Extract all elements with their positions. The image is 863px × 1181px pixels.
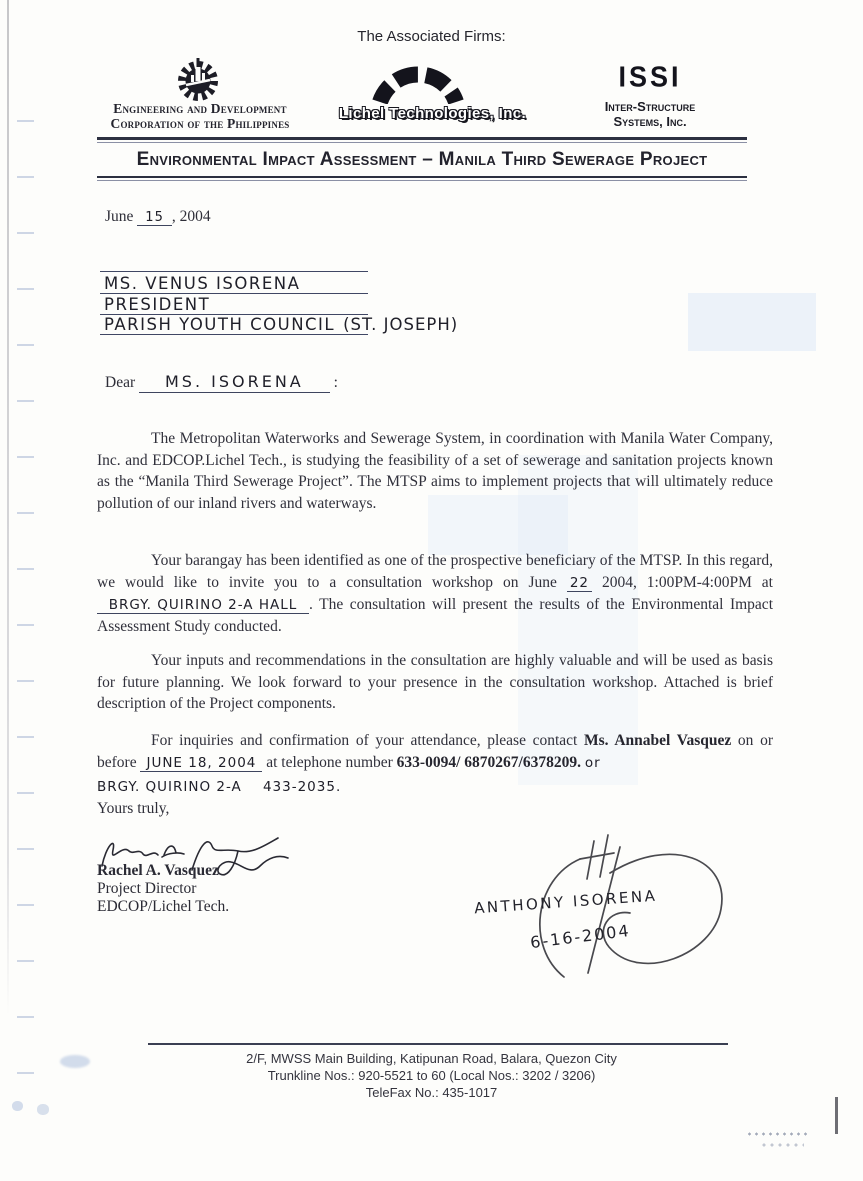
received-signature-name-handwritten: ANTHONY ISORENA <box>473 886 658 918</box>
closing-line: Yours truly, <box>97 800 170 817</box>
date-prefix: June <box>105 208 134 225</box>
addressee-name-handwritten: MS. VENUS ISORENA <box>104 274 301 293</box>
paragraph-3: Your inputs and recommendations in the consultation are highly valuable and will be used as basis for future planning. We look forward to your presence in the consultation workshop. Attached is brief description of the Project components. <box>97 652 773 713</box>
signer-block <box>97 862 229 916</box>
edcop-name-line2: Corporation of the Philippines <box>110 115 290 131</box>
scan-smudge-artifact <box>12 1101 23 1111</box>
p4-text: at telephone number <box>262 753 397 771</box>
paragraph-1: The Metropolitan Waterworks and Sewerage System, in coordination with Manila Water Company, Inc. and EDCOP.Lichel Tech., is studying the feasibility of a set of sewerage and sanitation projects known as the “Manila Third Sewerage Project”. The MTSP aims to implement projects that will ultimately reduce pollution of our inland rivers and waterways. <box>97 430 773 512</box>
scan-speck-artifact <box>760 1143 804 1147</box>
footer-address: 2/F, MWSS Main Building, Katipunan Road, Balara, Quezon City <box>246 1051 617 1066</box>
addressee-block <box>100 264 459 335</box>
scan-edge-artifact <box>7 0 9 1015</box>
addressee-org-handwritten: PARISH YOUTH COUNCIL <box>104 315 336 334</box>
salutation-name-handwritten: MS. ISORENA <box>139 372 330 393</box>
edcop-firm-name <box>100 102 300 131</box>
footer-rule <box>148 1043 728 1045</box>
p2-text: Your barangay has been identified as one of the prospective beneficiary of the MTSP. In this regard, we would like to invite you to a consultation workshop on June <box>97 552 773 591</box>
signer-title: Project Director <box>97 880 197 897</box>
associated-firms-label: The Associated Firms: <box>357 28 506 45</box>
arc-segments-icon <box>368 58 468 104</box>
edcop-name-line1: Engineering and Development <box>113 101 287 116</box>
addressee-line <box>100 294 368 315</box>
date-day-handwritten: 15 <box>137 210 172 226</box>
banner-title: Environmental Impact Assessment – Manila Third Sewerage Project <box>136 148 708 170</box>
p4-phone-numbers: 633-0094/ 6870267/6378209. <box>396 753 581 771</box>
p4-text: on or before <box>97 732 773 771</box>
p4-extra-handwritten: BRGY. QUIRINO 2-A 433-2035. <box>97 779 342 796</box>
scan-edge-artifact <box>835 1097 838 1134</box>
paragraph-4 <box>97 730 773 799</box>
p4-text: For inquiries and confirmation of your attendance, please contact <box>151 732 585 749</box>
date-line <box>105 208 211 226</box>
lichel-logo <box>368 58 468 109</box>
p2-text: . The consultation will present the results of the Environmental Impact Assessment Study conducted. <box>97 596 773 635</box>
salutation-prefix: Dear <box>105 374 136 391</box>
addressee-line <box>100 315 459 335</box>
issi-name-line1: Inter-Structure <box>604 99 696 114</box>
scan-smudge-artifact <box>37 1104 49 1115</box>
scan-speck-artifact <box>746 1132 810 1136</box>
p2-day-handwritten: 22 <box>567 575 592 592</box>
scan-tint-artifact <box>688 293 816 351</box>
date-suffix: , 2004 <box>171 208 211 225</box>
p4-contact-name: Ms. Annabel Vasquez <box>584 732 732 749</box>
footer-telefax: TeleFax No.: 435-1017 <box>365 1085 498 1100</box>
salutation-colon: : <box>333 374 338 391</box>
salutation-line <box>105 372 338 392</box>
paragraph-2 <box>97 550 773 637</box>
received-signature-date-handwritten: 6-16-2004 <box>529 920 632 953</box>
margin-dash-artifacts <box>17 120 34 1110</box>
banner-rule-bottom <box>97 176 747 179</box>
p2-venue-handwritten: BRGY. QUIRINO 2-A HALL <box>97 597 309 614</box>
signer-org: EDCOP/Lichel Tech. <box>97 898 230 915</box>
addressee-org-suffix-handwritten: (ST. JOSEPH) <box>343 315 459 334</box>
issi-acronym: ISSI <box>618 61 682 93</box>
addressee-title-handwritten: PRESIDENT <box>104 295 211 314</box>
received-signature-block <box>468 815 738 993</box>
p2-text: 2004, 1:00PM-4:00PM at <box>592 573 773 591</box>
addressee-line <box>100 272 368 294</box>
issi-name-line2: Systems, Inc. <box>613 113 687 129</box>
banner-rule-top <box>97 137 747 140</box>
lichel-firm-name: Lichel Technologies, Inc. <box>338 105 527 122</box>
footer-trunkline: Trunkline Nos.: 920-5521 to 60 (Local Nos.: 3202 / 3206) <box>267 1068 596 1083</box>
banner-rule-bottom-thin <box>97 180 747 181</box>
gear-plant-icon <box>175 55 221 103</box>
p4-or-handwritten: or <box>584 754 601 771</box>
footer <box>0 1050 863 1101</box>
p4-date-handwritten: JUNE 18, 2004 <box>140 755 262 772</box>
addressee-top-rule <box>100 264 368 272</box>
issi-firm-name <box>575 100 725 129</box>
signer-name: Rachel A. Vasquez <box>97 862 219 879</box>
banner <box>97 137 747 181</box>
